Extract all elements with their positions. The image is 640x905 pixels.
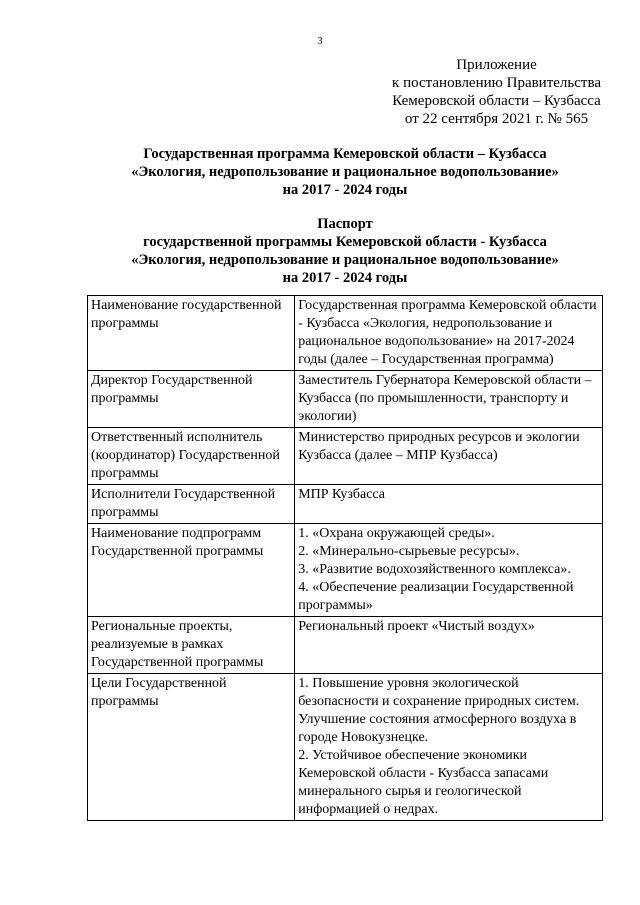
value-line: 3. «Развитие водохозяйственного комплекса». — [298, 562, 571, 577]
value-line: Министерство природных ресурсов и экологии Кузбасса (далее – МПР Кузбасса) — [298, 430, 580, 463]
value-line: Государственная программа Кемеровской области - Кузбасса «Экология, недропользование и рациональное водопользование» на 2017-2024 годы (далее – Государственная программа) — [298, 298, 597, 367]
value-line: Заместитель Губернатора Кемеровской области – Кузбасса (по промышленности, транспорту и экологии) — [298, 373, 592, 424]
row-label: Наименование государственной программы — [88, 296, 295, 371]
row-label: Ответственный исполнитель (координатор) Государственной программы — [88, 428, 295, 485]
row-value — [295, 485, 603, 524]
appendix-line: Кемеровской области – Кузбасса — [392, 93, 601, 109]
value-line: 2. «Минерально-сырьевые ресурсы». — [298, 544, 520, 559]
table-row — [88, 296, 603, 371]
table-row — [88, 617, 603, 674]
row-value — [295, 371, 603, 428]
program-title — [40, 145, 640, 199]
table-row — [88, 428, 603, 485]
program-title-line: «Экология, недропользование и рациональное водопользование» — [131, 164, 559, 180]
table-row — [88, 371, 603, 428]
appendix-line: Приложение — [456, 57, 537, 73]
row-value — [295, 524, 603, 617]
row-label: Региональные проекты, реализуемые в рамках Государственной программы — [88, 617, 295, 674]
program-title-line: на 2017 - 2024 годы — [282, 182, 408, 198]
value-line: 2. Устойчивое обеспечение экономики Кемеровской области - Кузбасса запасами минерального сырья и геологической информацией о недрах. — [298, 748, 549, 817]
table-row — [88, 485, 603, 524]
row-value — [295, 674, 603, 821]
passport-title-line: государственной программы Кемеровской области - Кузбасса — [143, 234, 547, 250]
page-number: 3 — [317, 36, 323, 47]
row-label: Директор Государственной программы — [88, 371, 295, 428]
value-line: 1. «Охрана окружающей среды». — [298, 526, 495, 541]
program-title-line: Государственная программа Кемеровской области – Кузбасса — [143, 146, 547, 162]
row-value — [295, 617, 603, 674]
passport-title — [40, 215, 640, 287]
table-row — [88, 524, 603, 617]
passport-title-line: на 2017 - 2024 годы — [282, 270, 408, 286]
appendix-line: к постановлению Правительства — [392, 75, 601, 91]
appendix-line: от 22 сентября 2021 г. № 565 — [404, 111, 589, 127]
passport-title-line: «Экология, недропользование и рациональное водопользование» — [131, 252, 559, 268]
value-line: 4. «Обеспечение реализации Государственной программы» — [298, 580, 574, 613]
passport-table — [87, 295, 603, 821]
row-label: Наименование подпрограмм Государственной программы — [88, 524, 295, 617]
row-value — [295, 428, 603, 485]
passport-title-line: Паспорт — [317, 216, 373, 232]
value-line: 1. Повышение уровня экологической безопасности и сохранение природных систем. Улучшение состояния атмосферного воздуха в городе Новокузнецке. — [298, 676, 580, 745]
row-label: Исполнители Государственной программы — [88, 485, 295, 524]
row-value — [295, 296, 603, 371]
row-label: Цели Государственной программы — [88, 674, 295, 821]
value-line: МПР Кузбасса — [298, 487, 386, 502]
table-row — [88, 674, 603, 821]
appendix-block — [392, 56, 601, 128]
value-line: Региональный проект «Чистый воздух» — [298, 619, 535, 634]
